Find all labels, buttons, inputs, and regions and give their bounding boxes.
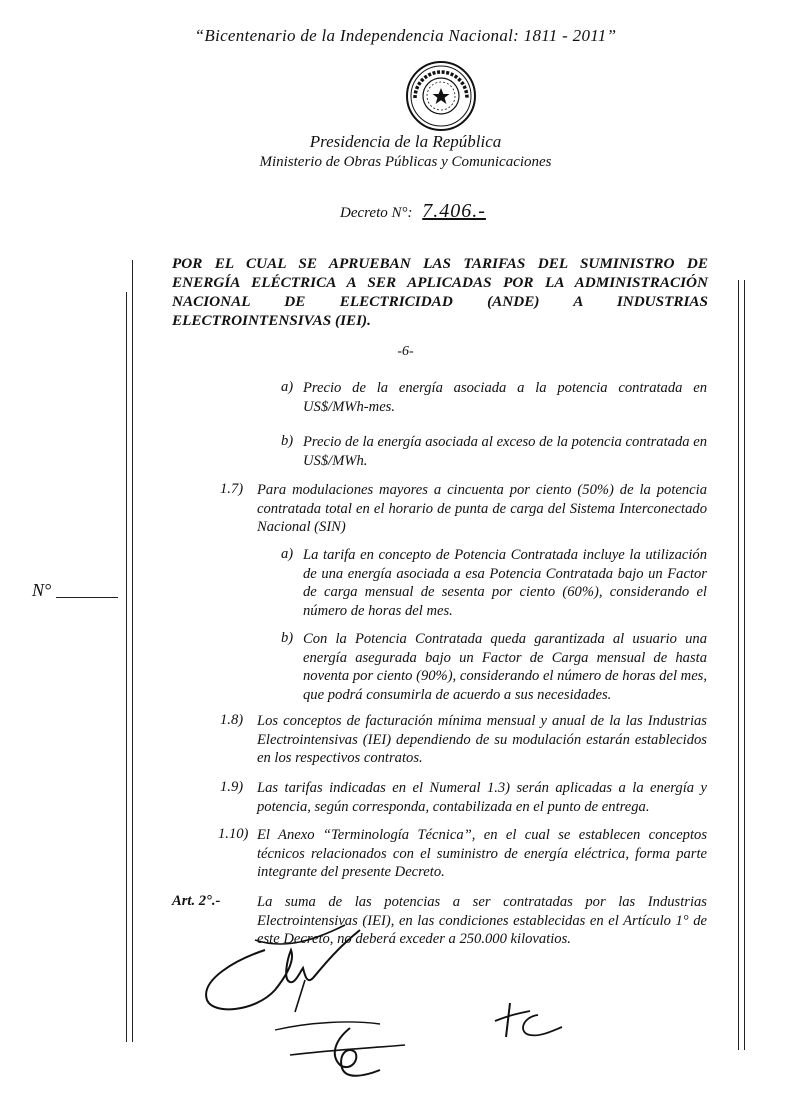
item-label: a): [281, 379, 294, 395]
initials-mark: [490, 995, 570, 1045]
numeral-text: El Anexo “Terminología Técnica”, en el cual se establecen conceptos técnicos relacionados con el suministro de energía eléctrica, forma parte integrante del presente Decreto.: [257, 827, 707, 880]
signature-president: [195, 920, 375, 1020]
numeral-text: Para modulaciones mayores a cincuenta por ciento (50%) de la potencia contratada total en el horario de punta de carga del Sistema Interconectado Nacional (SIN): [257, 482, 707, 535]
margin-number-mark: N°: [32, 580, 52, 600]
right-margin-rule-inner: [744, 280, 745, 1050]
item-label: b): [281, 630, 294, 646]
numeral-label: 1.8): [220, 712, 244, 728]
decree-title: [172, 254, 708, 330]
national-seal-icon: [405, 60, 477, 132]
page-number: -6-: [397, 344, 414, 359]
title-line: POR EL CUAL SE APRUEBAN LAS TARIFAS DEL SUMINISTRO DE: [172, 255, 708, 272]
numeral-label: 1.9): [220, 779, 244, 795]
item-text: Precio de la energía asociada al exceso de la potencia contratada en US$/MWh.: [303, 434, 707, 469]
article-label: Art. 2°.-: [172, 893, 221, 909]
item-label: a): [281, 546, 294, 562]
left-margin-rule: [126, 292, 127, 1042]
item-label: b): [281, 433, 294, 449]
institution-ministry: Ministerio de Obras Públicas y Comunicaciones: [259, 154, 552, 170]
left-margin-rule-inner: [132, 260, 133, 1042]
numeral-label: 1.10): [218, 826, 249, 842]
header-motto: “Bicentenario de la Independencia Nacional: 1811 - 2011”: [194, 26, 617, 45]
decree-number-line: [340, 200, 486, 223]
decree-label: Decreto N°:: [340, 205, 413, 221]
numeral-text: Las tarifas indicadas en el Numeral 1.3) serán aplicadas a la energía y potencia, según corresponda, contabilizada en el punto de entrega.: [257, 780, 707, 815]
numeral-text: Los conceptos de facturación mínima mensual y anual de la las Industrias Electrointensivas (IEI) dependiendo de su modulación estarán establecidos en los respectivos contratos.: [257, 713, 707, 766]
numeral-label: 1.7): [220, 481, 244, 497]
decree-number: 7.406.-: [422, 200, 486, 222]
item-text: Con la Potencia Contratada queda garantizada al usuario una energía asegurada bajo un Factor de Carga mensual de hasta noventa por ciento (90%), considerando el número de horas del mes, que podrá consumirla de acuerdo a sus necesidades.: [303, 631, 707, 703]
title-line: ELECTROINTENSIVAS (IEI).: [172, 312, 371, 329]
article-text: La suma de las potencias a ser contratadas por las Industrias Electrointensivas (IEI), en las condiciones establecidas en el Artículo 1° de este Decreto, no deberá exceder a 250.000 kilovatios.: [257, 894, 707, 947]
title-line: ENERGÍA ELÉCTRICA A SER APLICADAS POR LA ADMINISTRACIÓN: [172, 274, 708, 291]
institution-presidency: Presidencia de la República: [309, 132, 502, 151]
item-text: Precio de la energía asociada a la potencia contratada en US$/MWh-mes.: [303, 380, 707, 415]
right-margin-rule: [738, 280, 739, 1050]
signature-minister: [270, 1010, 420, 1090]
title-line: NACIONAL DE ELECTRICIDAD (ANDE) A INDUSTRIAS: [172, 293, 708, 310]
item-text: La tarifa en concepto de Potencia Contratada incluye la utilización de una energía asociada a esa Potencia Contratada bajo un Factor de carga mensual de sesenta por ciento (60%), considerando el número de horas del mes.: [303, 547, 707, 619]
margin-blank-line: [56, 597, 118, 598]
